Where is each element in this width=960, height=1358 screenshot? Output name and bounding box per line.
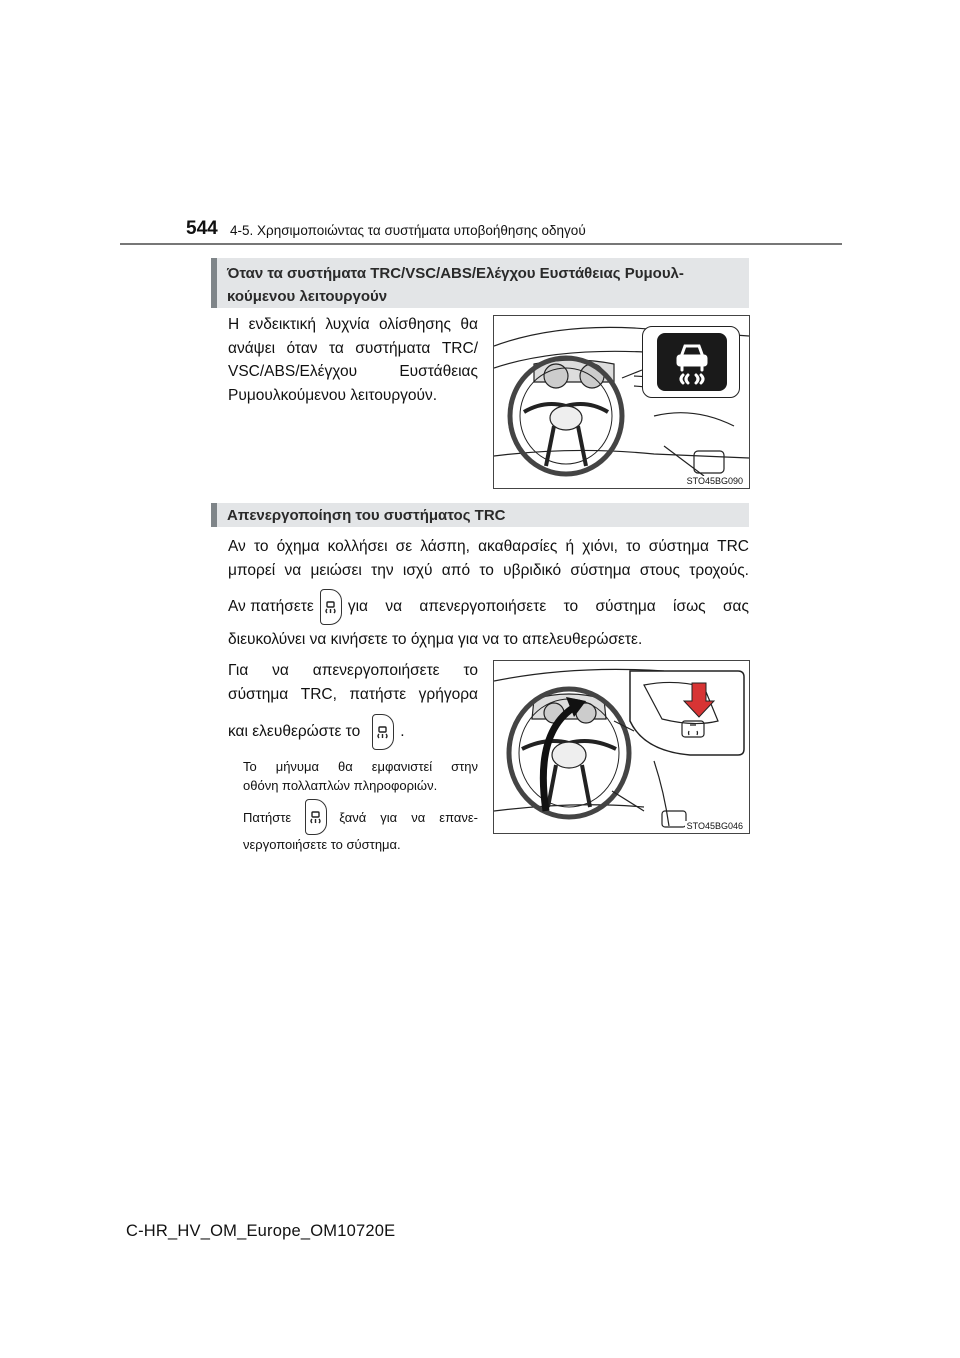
header-divider	[120, 243, 842, 245]
section-heading-line2: κούμενου λειτουργούν	[227, 288, 388, 305]
dashboard-slip-indicator-figure	[493, 315, 750, 489]
section-heading-line1: Όταν τα συστήματα TRC/VSC/ABS/Ελέγχου Ευστάθειας Ρυμουλ-	[227, 265, 684, 282]
reenable-note-line1: Πατήστε ξανά για να επανε-	[243, 799, 478, 835]
trc-off-intro-line4: διευκολύνει να κινήσετε το όχημα για να το απελευθερώσετε.	[228, 631, 643, 648]
trc-off-instruction-line3: και ελευθερώστε το .	[228, 714, 478, 750]
trc-off-instruction: Για να απενεργοποιήσετε το σύστημα TRC, πατήστε γρήγορα	[228, 662, 478, 703]
section-heading-trc-operating	[211, 258, 749, 308]
trc-off-switch-figure	[493, 660, 750, 834]
figure-code: STO45BG046	[686, 821, 743, 831]
message-note: Το μήνυμα θα εμφανιστεί στην οθόνη πολλαπλών πληροφοριών.	[243, 759, 478, 793]
slip-indicator-icon	[657, 333, 727, 391]
document-footer: C-HR_HV_OM_Europe_OM10720E	[126, 1222, 396, 1240]
slip-indicator-callout	[642, 326, 740, 398]
steering-wheel-illustration	[494, 661, 750, 834]
slip-indicator-description: Η ενδεικτική λυχνία ολίσθησης θα ανάψει όταν τα συστήματα TRC/ VSC/ABS/Ελέγχου Ευστάθειας Ρυμουλκούμενου λειτουργούν.	[228, 316, 478, 404]
vsc-off-button-icon	[372, 714, 394, 750]
trc-off-intro: Αν το όχημα κολλήσει σε λάσπη, ακαθαρσίες ή χιόνι, το σύστημα TRC μπορεί να μειώσει την ισχύ από το υβριδικό σύστημα στους τροχούς.	[228, 538, 749, 579]
chapter-title: 4-5. Χρησιμοποιώντας τα συστήματα υποβοήθησης οδηγού	[230, 223, 586, 238]
vsc-off-button-icon	[320, 589, 342, 625]
vsc-off-button-icon	[305, 799, 327, 835]
section-heading-trc-off: Απενεργοποίηση του συστήματος TRC	[211, 503, 749, 527]
page-number: 544	[186, 218, 218, 239]
reenable-note-line2: νεργοποιήσετε το σύστημα.	[243, 837, 401, 852]
trc-off-intro-line3: Αν πατήσετε για να απενεργοποιήσετε το σύστημα ίσως σας	[228, 589, 749, 625]
figure-code: STO45BG090	[686, 476, 743, 486]
